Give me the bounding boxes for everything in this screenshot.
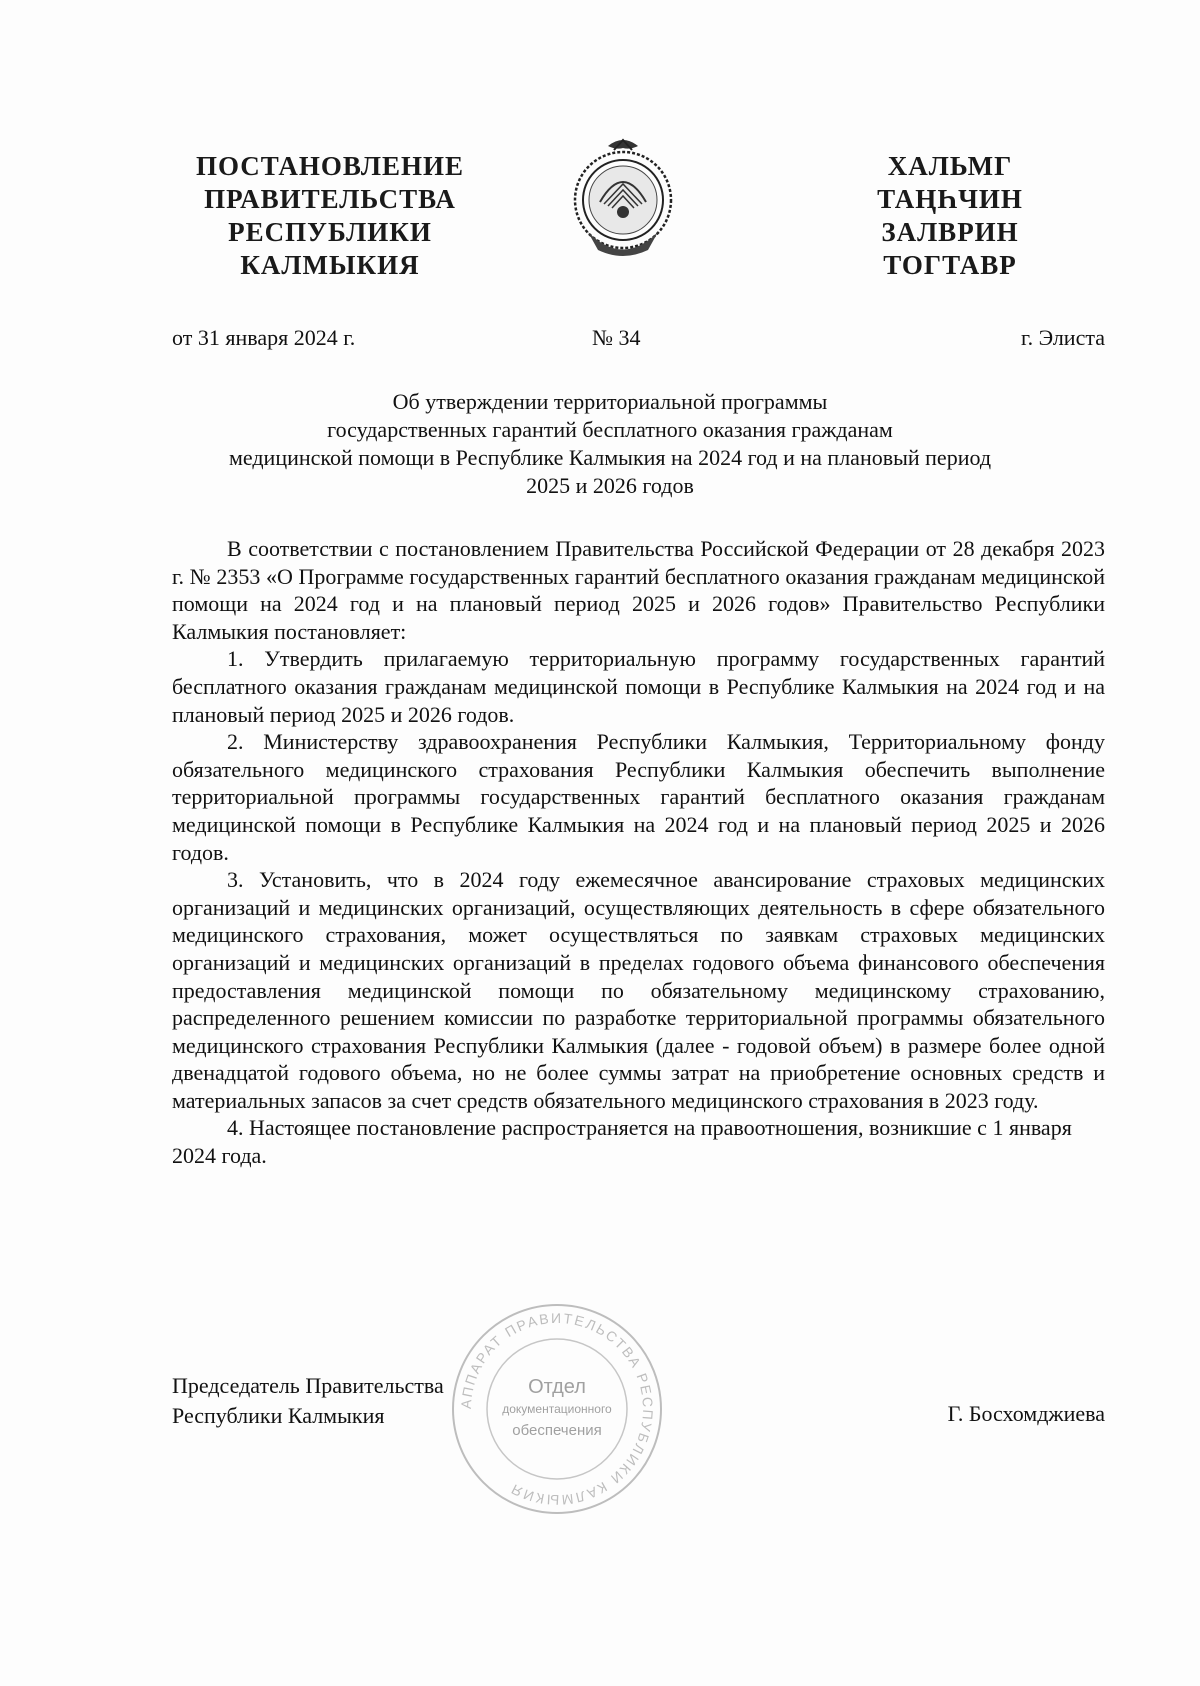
document-title [150, 388, 1070, 500]
header-right-title [850, 150, 1050, 282]
signatory-position [172, 1371, 444, 1431]
stamp-line: обеспечения [512, 1422, 602, 1439]
coat-of-arms-emblem [568, 132, 678, 267]
header-left-line: ПРАВИТЕЛЬСТВА [204, 184, 456, 214]
title-line: 2025 и 2026 годов [526, 473, 694, 498]
preamble-paragraph: В соответствии с постановлением Правительства Российской Федерации от 28 декабря 2023 г. № 2353 «О Программе государственных гарантий бесплатного оказания гражданам медицинской помощи на 2024 год и на плановый период 2025 и 2026 годов» Правительство Республики Калмыкия постановляет: [172, 536, 1105, 644]
signatory-position-line: Республики Калмыкия [172, 1403, 385, 1428]
header-left-line: ПОСТАНОВЛЕНИЕ [195, 151, 465, 181]
stamp-line: документационного [502, 1402, 612, 1416]
document-date: от 31 января 2024 г. [172, 325, 356, 350]
header-right-line: ХАЛЬМГ [887, 151, 1013, 181]
document-city: г. Элиста [1021, 325, 1105, 350]
signatory-position-line: Председатель Правительства [172, 1373, 444, 1398]
title-line: медицинской помощи в Республике Калмыкия на 2024 год и на плановый период [228, 445, 992, 470]
header-left-line: РЕСПУБЛИКИ [228, 217, 432, 247]
clause-paragraph: 3. Установить, что в 2024 году ежемесячное авансирование страховых медицинских организаций и медицинских организаций, осуществляющих деятельность в сфере обязательного медицинского страхования, может осуществляться по заявкам страховых медицинских организаций и медицинских организаций в пределах годового объема финансового обеспечения предоставления медицинской помощи по обязательному медицинскому страхованию, распределенного решением комиссии по разработке территориальной программы обязательного медицинского страхования Республики Калмыкия (далее - годовой объем) в размере более одной двенадцатой годового объема, но не более суммы затрат на приобретение основных средств и материальных запасов за счет средств обязательного медицинского страхования в 2023 году. [172, 867, 1105, 1113]
signatory-name: Г. Босхомджиева [947, 1401, 1105, 1426]
header-left-line: КАЛМЫКИЯ [240, 250, 420, 280]
title-line: Об утверждении территориальной программы [392, 389, 828, 414]
header-right-line: ТОГТАВР [883, 250, 1017, 280]
document-body [172, 535, 1105, 1170]
header-right-line: ТАҢҺЧИН [877, 184, 1023, 214]
clause-paragraph: 4. Настоящее постановление распространяется на правоотношения, возникшие с 1 января 2024 года. [172, 1115, 1072, 1169]
document-number: № 34 [592, 325, 641, 350]
stamp-line: Отдел [528, 1376, 586, 1398]
stamp-text-block [448, 1300, 666, 1518]
header-right-line: ЗАЛВРИН [881, 217, 1019, 247]
clause-paragraph: 2. Министерству здравоохранения Республики Калмыкия, Территориальному фонду обязательного медицинского страхования Республики Калмыкия обеспечить выполнение территориальной программы государственных гарантий бесплатного оказания гражданам медицинской помощи в Республике Калмыкия на 2024 год и на плановый период 2025 и 2026 годов. [172, 729, 1105, 865]
header-left-title [170, 150, 490, 282]
title-line: государственных гарантий бесплатного оказания гражданам [327, 417, 893, 442]
stamp-ring-text: АППАРАТ ПРАВИТЕЛЬСТВА РЕСПУБЛИКИ КАЛМЫКИЯ [457, 1309, 657, 1509]
clause-paragraph: 1. Утвердить прилагаемую территориальную программу государственных гарантий бесплатного оказания гражданам медицинской помощи в Республике Калмыкия на 2024 год и на плановый период 2025 и 2026 годов. [172, 646, 1105, 727]
